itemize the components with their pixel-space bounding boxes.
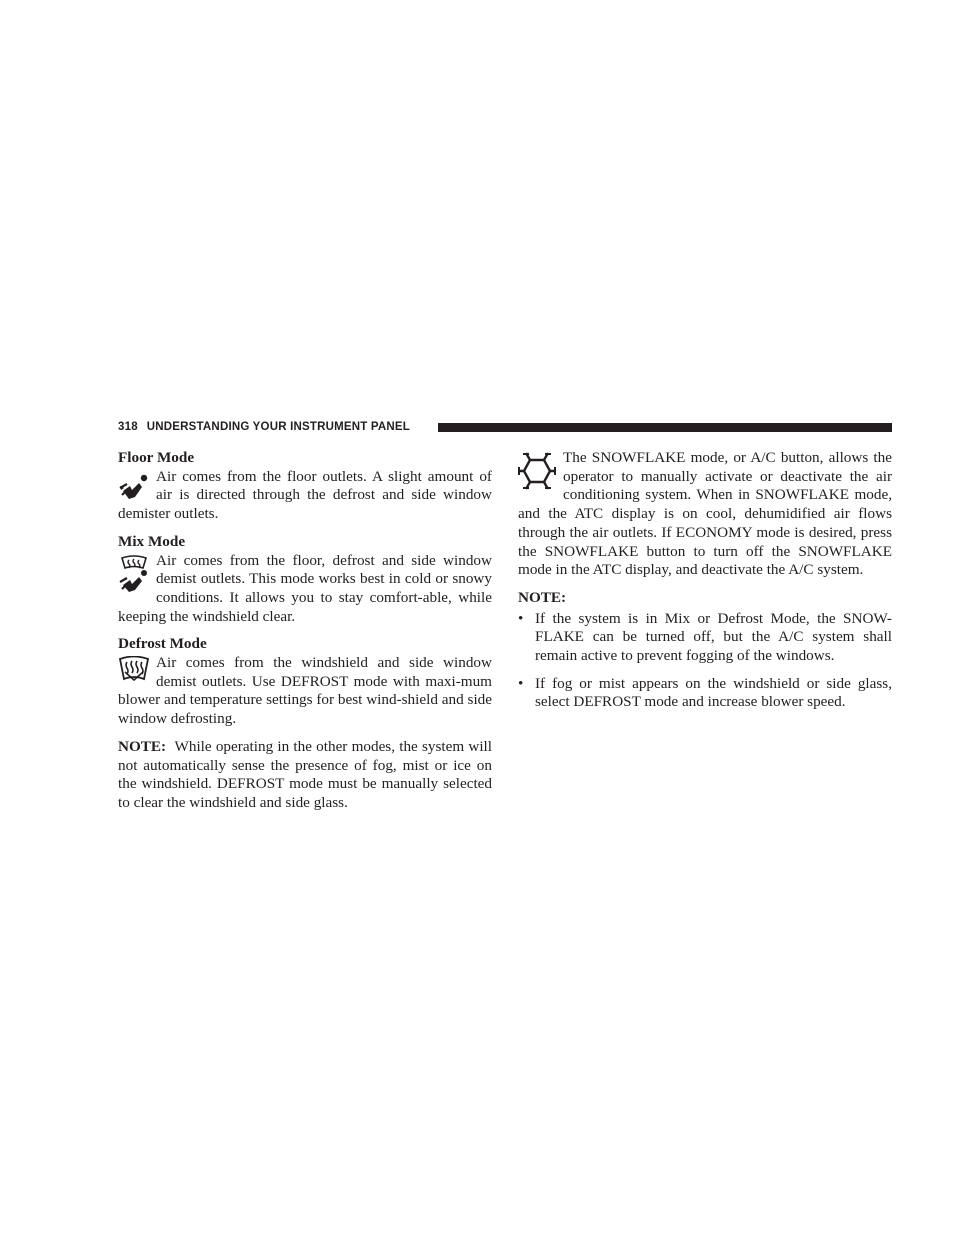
mix-mode-section bbox=[118, 533, 492, 627]
bullet-dot: • bbox=[518, 609, 524, 627]
header-text bbox=[118, 419, 410, 435]
defrost-mode-section bbox=[118, 635, 492, 729]
defrost-mode-icon bbox=[118, 656, 150, 684]
bullet-text: If fog or mist appears on the windshield or side glass, select DEFROST mode and increase blower speed. bbox=[535, 674, 892, 711]
right-column bbox=[518, 449, 892, 721]
section-title: UNDERSTANDING YOUR INSTRUMENT PANEL bbox=[146, 421, 410, 433]
snowflake-text: The SNOWFLAKE mode, or A/C button, allows the operator to manually activate or deactivate the air conditioning system. When in SNOWFLAKE mode, and the ATC display is on cool, dehumidified air flows through the air outlets. If ECONOMY mode is desired, press the SNOWFLAKE button to turn off the SNOWFLAKE mode in the ATC display, and deactivate the A/C system. bbox=[518, 449, 892, 579]
floor-mode-icon bbox=[118, 474, 150, 500]
page-header bbox=[118, 419, 892, 435]
note-bullet-list bbox=[518, 610, 892, 713]
list-item bbox=[518, 675, 892, 712]
mix-mode-text: Air comes from the floor, defrost and side window demist outlets. This mode works best in cold or snowy conditions. It allows you to stay comfort-able, while keeping the windshield clear. bbox=[118, 551, 492, 625]
mix-mode-icon bbox=[118, 555, 150, 593]
floor-mode-heading: Floor Mode bbox=[118, 449, 195, 466]
right-note-label: NOTE: bbox=[518, 588, 567, 606]
list-item bbox=[518, 610, 892, 666]
defrost-mode-heading: Defrost Mode bbox=[118, 635, 207, 653]
floor-mode-text: Air comes from the floor outlets. A slight amount of air is directed through the defrost and side window demister outlets. bbox=[118, 467, 492, 523]
left-note-label: NOTE: bbox=[118, 737, 167, 755]
defrost-mode-text: Air comes from the windshield and side window demist outlets. Use DEFROST mode with maxi-mum blower and temperature settings for best wind-shield and side window defrosting. bbox=[118, 654, 492, 728]
left-note bbox=[118, 738, 492, 813]
header-rule bbox=[438, 423, 892, 432]
bullet-dot: • bbox=[518, 674, 524, 692]
left-column bbox=[118, 449, 492, 813]
bullet-text: If the system is in Mix or Defrost Mode, the SNOW-FLAKE can be turned off, but the A/C system shall remain active to prevent fogging of the windows. bbox=[535, 609, 892, 665]
left-note-text: While operating in the other modes, the system will not automatically sense the presence of fog, mist or ice on the windshield. DEFROST mode must be manually selected to clear the windshield and side glass. bbox=[118, 737, 492, 811]
mix-mode-heading: Mix Mode bbox=[118, 532, 186, 550]
floor-mode-section bbox=[118, 449, 492, 524]
snowflake-icon bbox=[518, 451, 556, 491]
snowflake-section bbox=[518, 449, 892, 580]
page-number: 318 bbox=[118, 421, 138, 433]
